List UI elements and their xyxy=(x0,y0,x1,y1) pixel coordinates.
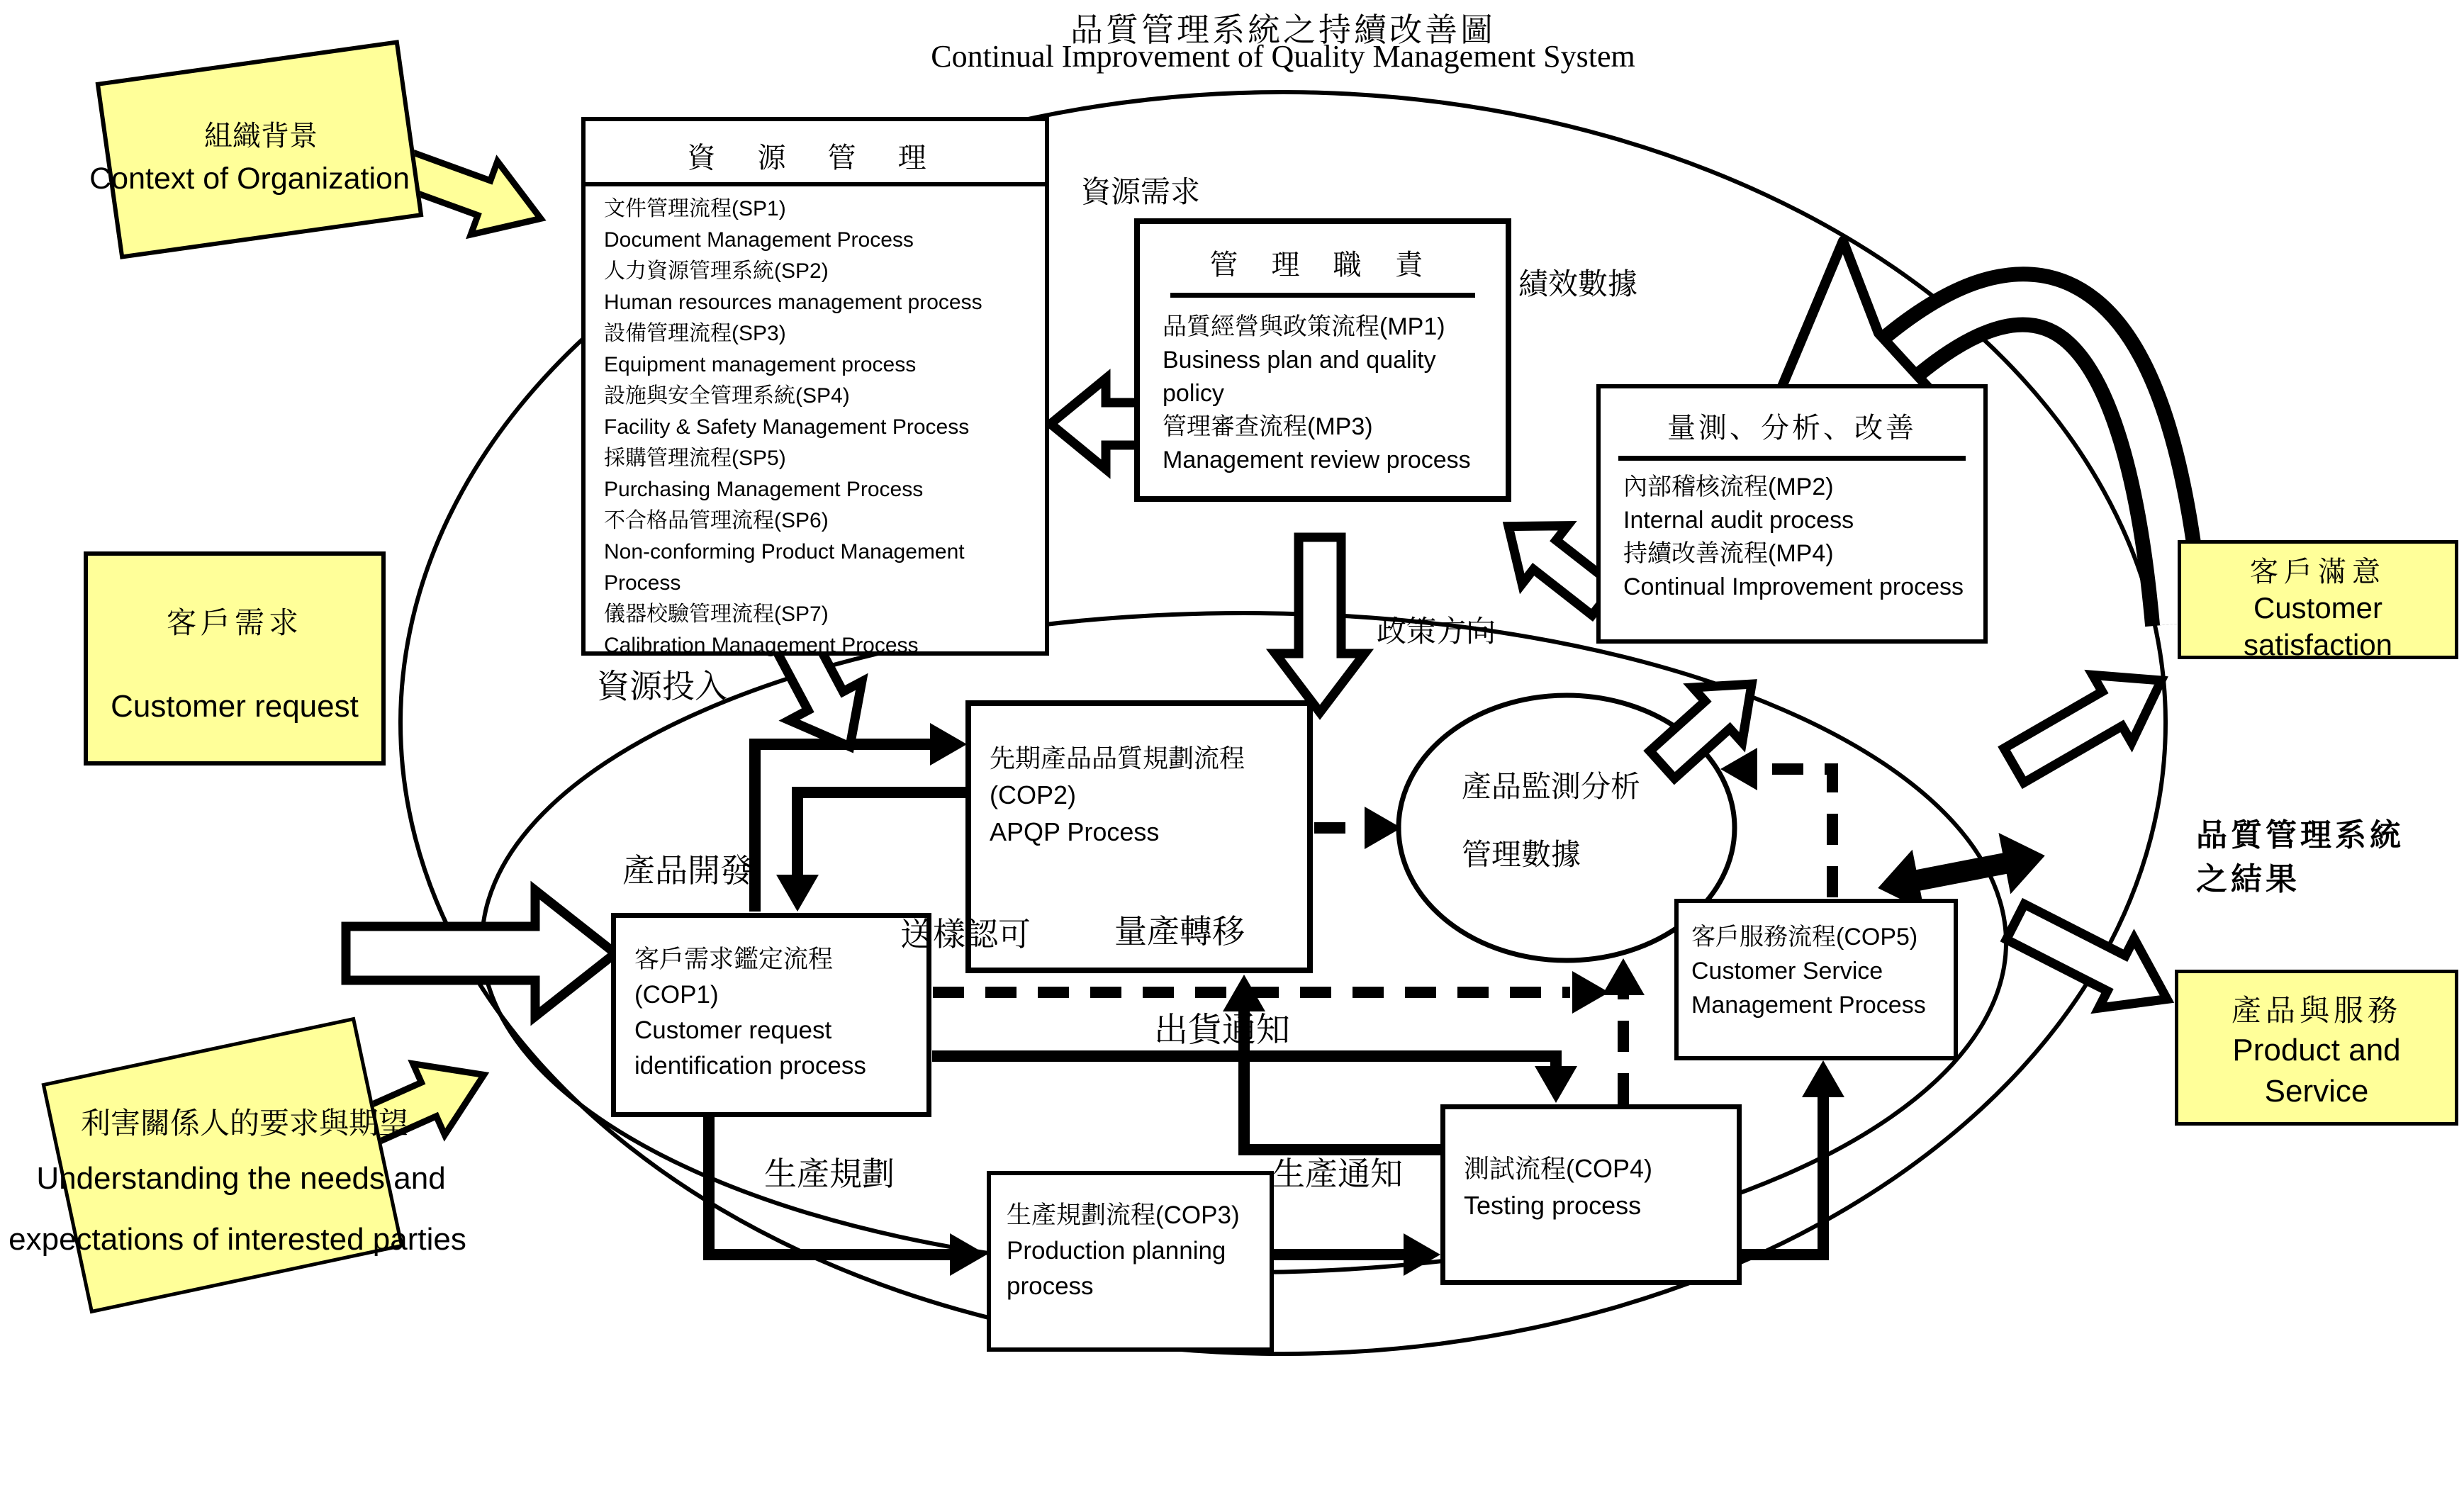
customer-request-en: Customer request xyxy=(111,689,359,724)
measurement-analysis-box xyxy=(1596,384,1988,644)
resource-management-title: 資 源 管 理 xyxy=(687,142,943,174)
resource-item: Non-conforming Product Management Process xyxy=(604,540,965,595)
stakeholders-en2: expectations of interested parties xyxy=(9,1222,466,1257)
cop3-line: 生產規劃流程(COP3) xyxy=(1007,1201,1240,1229)
qms-result-line1: 品質管理系統 xyxy=(2196,818,2404,853)
to-satisfaction-arrow xyxy=(1995,646,2181,799)
label-resource-input: 資源投入 xyxy=(597,668,727,705)
product-en2: Service xyxy=(2264,1074,2369,1109)
product-monitoring-text xyxy=(1462,753,1640,889)
stakeholders-zh: 利害關係人的要求與期望 xyxy=(80,1106,409,1140)
customer-request-big-arrow xyxy=(346,890,615,1016)
label-sample-approval: 送樣認可 xyxy=(900,916,1031,953)
measurement-item: 持續改善流程(MP4) xyxy=(1623,540,1834,567)
label-resource-demand: 資源需求 xyxy=(1081,175,1201,208)
label-mass-production-transfer: 量產轉移 xyxy=(1114,913,1245,950)
cop1-line: 客戶需求鑑定流程 xyxy=(634,946,834,973)
satisfaction-zh: 客戶滿意 xyxy=(2250,556,2386,588)
measurement-item: Internal audit process xyxy=(1623,507,1854,534)
cop1-line: identification process xyxy=(634,1052,866,1080)
cop4-line: Testing process xyxy=(1464,1191,1642,1220)
cop3-production-planning-box xyxy=(987,1171,1274,1352)
page-title-en: Continual Improvement of Quality Management System xyxy=(931,39,1635,74)
customer-request-shape xyxy=(84,551,386,766)
management-item: 管理審查流程(MP3) xyxy=(1163,413,1373,440)
product-en1: Product and xyxy=(2232,1033,2401,1067)
management-responsibility-title: 管 理 職 責 xyxy=(1209,250,1436,281)
label-production-planning: 生產規劃 xyxy=(764,1155,895,1192)
resource-item: 設備管理流程(SP3) xyxy=(604,322,786,345)
management-item: 品質經營與政策流程(MP1) xyxy=(1163,313,1445,340)
context-label-zh: 組織背景 xyxy=(204,120,318,152)
management-item: Management review process xyxy=(1163,447,1471,473)
cop2-to-cop1-line xyxy=(797,792,968,879)
management-item: policy xyxy=(1163,380,1224,407)
resource-item: 不合格品管理流程(SP6) xyxy=(604,509,829,532)
cop3-line: Production planning xyxy=(1007,1237,1226,1265)
cop4-testing-box xyxy=(1440,1104,1742,1285)
qms-result-text xyxy=(2196,814,2404,902)
resource-item: 儀器校驗管理流程(SP7) xyxy=(604,602,829,626)
cop3-line: process xyxy=(1007,1272,1094,1300)
label-production-notice: 生產通知 xyxy=(1272,1155,1403,1192)
context-label-en: Context of Organization xyxy=(89,162,410,196)
management-item: Business plan and quality xyxy=(1163,347,1436,374)
resource-item: Facility & Safety Management Process xyxy=(604,415,970,439)
resource-item: Purchasing Management Process xyxy=(604,478,924,501)
measurement-analysis-title: 量測、分析、改善 xyxy=(1667,413,1917,444)
resource-item: Human resources management process xyxy=(604,291,982,314)
page-title-zh: 品質管理系統之持續改善圖 xyxy=(1070,11,1496,48)
label-policy-direction: 政策方向 xyxy=(1377,615,1496,648)
product-service-box xyxy=(2175,970,2458,1126)
resource-item: 人力資源管理系統(SP2) xyxy=(604,259,829,283)
label-performance-data: 績效數據 xyxy=(1518,267,1638,301)
resource-item: Document Management Process xyxy=(604,228,914,252)
cop2-line: 先期產品品質規劃流程 xyxy=(990,744,1245,773)
label-product-development: 產品開發 xyxy=(622,852,753,889)
customer-request-zh: 客戶需求 xyxy=(166,606,303,639)
resource-demand-arrow xyxy=(1051,379,1144,469)
qms-result-line2: 之結果 xyxy=(2196,862,2300,897)
customer-satisfaction-box xyxy=(2178,540,2458,659)
resource-item: Equipment management process xyxy=(604,353,917,376)
to-product-service-arrow xyxy=(1998,887,2185,1034)
resource-item: 文件管理流程(SP1) xyxy=(604,197,786,220)
cop5-customer-service-box xyxy=(1674,899,1958,1060)
satisfaction-en1: Customer xyxy=(2253,591,2383,624)
monitor-line: 產品監測分析 xyxy=(1462,770,1641,803)
cop5-line: Management Process xyxy=(1691,992,1926,1019)
cop2-line: (COP2) xyxy=(990,780,1077,809)
cop1-to-cop2-line xyxy=(755,744,930,912)
measurement-item: 內部稽核流程(MP2) xyxy=(1623,473,1834,500)
label-shipping-notice: 出貨通知 xyxy=(1154,1011,1291,1049)
cop1-line: Customer request xyxy=(634,1016,832,1044)
resource-management-box xyxy=(581,117,1049,656)
satisfaction-en2: satisfaction xyxy=(2243,628,2393,661)
cop2-line: APQP Process xyxy=(990,817,1160,846)
cop1-customer-request-box xyxy=(611,913,931,1117)
cop5-line: 客戶服務流程(COP5) xyxy=(1691,924,1918,951)
product-zh: 產品與服務 xyxy=(2231,994,2402,1027)
cop5-line: Customer Service xyxy=(1691,958,1883,985)
monitor-line: 管理數據 xyxy=(1462,838,1581,871)
resource-item: 採購管理流程(SP5) xyxy=(604,447,786,470)
stakeholders-en1: Understanding the needs and xyxy=(36,1161,446,1196)
cop1-line: (COP1) xyxy=(634,981,719,1009)
resource-item: 設施與安全管理系統(SP4) xyxy=(604,384,850,408)
measurement-item: Continual Improvement process xyxy=(1623,573,1964,600)
resource-item: Calibration Management Process xyxy=(604,634,919,657)
cop4-line: 測試流程(COP4) xyxy=(1464,1154,1653,1183)
cop5-to-ellipse-dashed xyxy=(1758,769,1832,897)
management-responsibility-box xyxy=(1134,218,1511,502)
policy-direction-arrow xyxy=(1275,537,1365,712)
